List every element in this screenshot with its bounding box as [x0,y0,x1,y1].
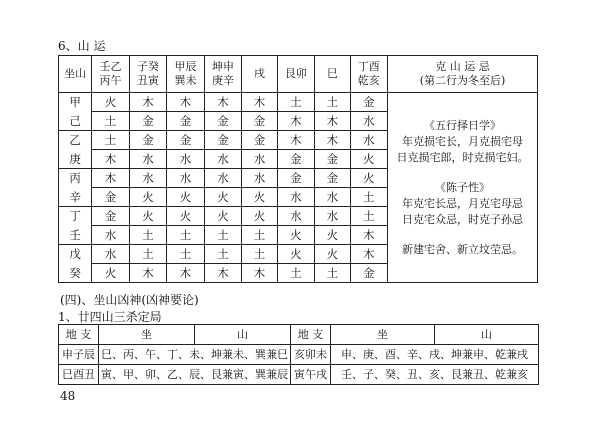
element-cell: 土 [167,245,204,264]
element-cell: 土 [350,207,387,226]
element-cell: 木 [204,93,241,112]
note-line: 日克宅众忌，时克子孙忌 [402,212,523,226]
note-line: 《五行择日学》 [424,118,501,132]
element-cell: 金 [129,131,166,150]
element-cell: 土 [92,112,129,131]
column-header: 巳 [315,56,350,93]
element-cell: 木 [315,131,350,150]
element-cell: 水 [315,207,350,226]
column-header: 艮卯 [277,56,314,93]
note-line: 年克宅长忌，月克宅母忌 [402,196,523,210]
element-cell: 土 [204,226,241,245]
mountain-cell: 巳、丙、午、丁、未、坤兼未、巽兼巳 [99,345,291,365]
mountain-cell: 寅、甲、卯、乙、辰、艮兼寅、巽兼辰 [99,365,291,385]
element-cell: 火 [167,207,204,226]
element-cell: 水 [129,150,166,169]
page-number: 48 [60,389,76,403]
table-header-row [59,325,539,345]
mountain-cell: 壬、子、癸、丑、亥、艮兼丑、乾兼亥 [331,365,539,385]
mountain-cell: 辛 [59,188,92,207]
column-header: 戌 [242,56,277,93]
element-cell: 金 [242,131,277,150]
element-cell: 土 [129,226,166,245]
header-branch: 地 支 [291,325,331,345]
branch-cell: 亥卯未 [291,345,331,365]
element-cell: 金 [204,131,241,150]
mountain-cell: 戊 [59,245,92,264]
header-branch: 地 支 [59,325,99,345]
element-cell: 金 [242,112,277,131]
header-mountain: 山 [195,325,291,345]
element-cell: 水 [167,169,204,188]
element-cell: 金 [350,264,387,283]
element-cell: 水 [204,169,241,188]
element-cell: 火 [242,207,277,226]
mountain-cell: 癸 [59,264,92,283]
element-cell: 水 [350,112,387,131]
element-cell: 土 [315,264,350,283]
element-cell: 火 [129,188,166,207]
mountain-cell: 甲 [59,93,92,112]
element-cell: 水 [315,188,350,207]
element-cell: 土 [350,188,387,207]
element-cell: 木 [277,131,314,150]
mountain-cell: 丁 [59,207,92,226]
element-cell: 木 [167,93,204,112]
element-cell: 火 [92,264,129,283]
element-cell: 土 [204,245,241,264]
column-header: 丁酉 乾亥 [350,56,387,93]
element-cell: 木 [242,93,277,112]
note-header: 克 山 运 忌 (第二行为冬至后) [388,56,538,93]
column-header: 子癸 丑寅 [129,56,166,93]
element-cell: 木 [92,150,129,169]
element-cell: 土 [242,226,277,245]
branch-cell: 申子辰 [59,345,99,365]
element-cell: 木 [92,169,129,188]
element-cell: 木 [204,264,241,283]
column-header: 坤申 庚辛 [204,56,241,93]
element-cell: 火 [204,207,241,226]
branch-cell: 寅午戌 [291,365,331,385]
mountain-cell: 乙 [59,131,92,150]
element-cell: 火 [242,188,277,207]
element-cell: 土 [92,131,129,150]
element-cell: 土 [242,245,277,264]
section-heading-mountain-luck: 6、山 运 [58,39,106,53]
element-cell: 土 [315,93,350,112]
mountain-cell: 庚 [59,150,92,169]
rules-note-cell [388,93,538,283]
section-title: (四)、坐山凶神(凶神要论) [60,293,199,307]
header-mountain: 坐 [331,325,435,345]
element-cell: 金 [92,207,129,226]
element-cell: 金 [315,150,350,169]
element-cell: 土 [167,226,204,245]
mountain-luck-table [58,55,538,283]
note-line: 年克损宅长，月克损宅母 [402,134,523,148]
table-row [59,365,539,385]
note-line: 《陈子性》 [435,180,490,194]
element-cell: 土 [129,245,166,264]
element-cell: 水 [129,169,166,188]
element-cell: 水 [242,169,277,188]
header-mountain: 山 [435,325,539,345]
element-cell: 水 [92,226,129,245]
element-cell: 水 [277,188,314,207]
element-cell: 金 [204,112,241,131]
mountain-cell: 己 [59,112,92,131]
element-cell: 木 [129,264,166,283]
subsection-title: 1、廿四山三杀定局 [58,310,162,324]
mountain-cell: 申、庚、酉、辛、戌、坤兼申、乾兼戌 [331,345,539,365]
element-cell: 金 [167,112,204,131]
element-cell: 水 [242,150,277,169]
element-cell: 金 [277,150,314,169]
element-cell: 木 [242,264,277,283]
branch-cell: 巳酉丑 [59,365,99,385]
element-cell: 火 [315,245,350,264]
element-cell: 木 [167,264,204,283]
element-cell: 火 [315,226,350,245]
header-mountain: 坐 [99,325,195,345]
element-cell: 火 [277,226,314,245]
element-cell: 金 [167,131,204,150]
table-row [59,93,538,112]
element-cell: 木 [277,112,314,131]
element-cell: 水 [167,150,204,169]
element-cell: 金 [92,188,129,207]
element-cell: 火 [350,169,387,188]
element-cell: 土 [277,93,314,112]
element-cell: 火 [167,188,204,207]
element-cell: 木 [350,245,387,264]
element-cell: 火 [277,245,314,264]
three-killings-table [58,324,539,385]
element-cell: 金 [350,93,387,112]
note-line: 日克损宅郎，时克损宅妇。 [396,150,529,164]
mountain-cell: 丙 [59,169,92,188]
table-header-row [59,56,538,93]
note-line: 新建宅舍、新立坟茔忌。 [402,242,523,256]
corner-header: 坐山 [59,56,92,93]
element-cell: 金 [129,112,166,131]
element-cell: 木 [129,93,166,112]
element-cell: 水 [92,245,129,264]
column-header: 甲辰 巽未 [167,56,204,93]
element-cell: 木 [350,226,387,245]
column-header: 壬乙 丙午 [92,56,129,93]
table-row [59,345,539,365]
element-cell: 水 [350,131,387,150]
element-cell: 水 [204,150,241,169]
element-cell: 水 [277,207,314,226]
element-cell: 金 [277,169,314,188]
element-cell: 火 [350,150,387,169]
mountain-cell: 壬 [59,226,92,245]
element-cell: 金 [315,169,350,188]
element-cell: 土 [277,264,314,283]
element-cell: 火 [204,188,241,207]
element-cell: 火 [129,207,166,226]
element-cell: 火 [92,93,129,112]
element-cell: 木 [315,112,350,131]
